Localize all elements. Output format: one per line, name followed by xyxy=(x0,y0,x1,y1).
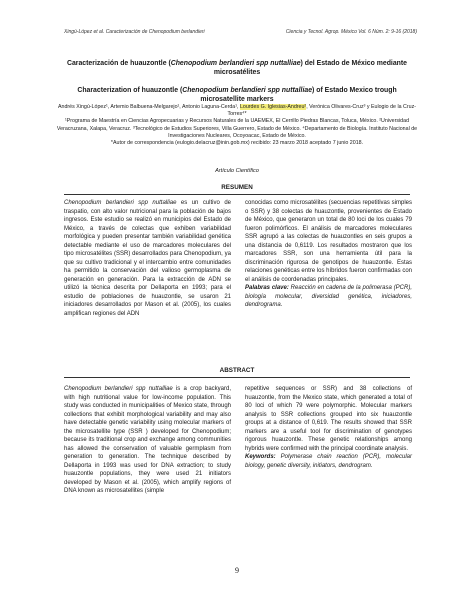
english-title-species: Chenopodium berlandieri spp nuttalliae xyxy=(182,87,313,94)
resumen-keywords xyxy=(245,284,412,310)
resumen-right-text: conocidas como microsatélites (secuencias repetitivas simples o SSR) y 38 colectas de huauzontle, provenientes de Estado de México, que generaron un total de 80 loci de los cuales 79 fueron polimórficos. El análisis de marcadores moleculares SSR agrupó a las colectas de huauzontles en seis grupos a una distancia de 0,6119. Los resultados mostraron que los marcadores SSR, son una herramienta útil para la discriminación rigurosa de genotipos de huauzontle. Estas relaciones genéticas entre los híbridos fueron confirmadas con el análisis de coordenadas principales. xyxy=(245,200,412,283)
page-number: 9 xyxy=(235,566,239,575)
abstract-keywords xyxy=(245,453,412,470)
abstract-keywords-text: Polymerase chain reaction (PCR), molecular biology, genetic diversity, initiators, dendrogram. xyxy=(245,454,412,469)
english-title xyxy=(60,87,414,104)
author-names-second: , Verónica Olivares-Cruz³ y Eulogio de la Cruz-Torres⁴* xyxy=(227,104,417,118)
correspondence-note: *Autor de correspondencia (eulogio.delacruz@inin.gob.mx) recibido: 23 marzo 2018 aceptado 7 junio 2018. xyxy=(110,140,364,147)
affiliations: ¹Programa de Maestría en Ciencias Agropecuarias y Recursos Naturales de la UAEMEX, El Cerrillo Piedras Blancas, Toluca, México. ²Universidad Veracruzana, Xalapa, Veracruz. ³Tecnológico de Estudios Superiores, Villa Guerrero, Estado de México. ⁴Departamento de Biología. Instituto Nacional de Investigaciones Nucleares, Ocoyoacac, Estado de México. xyxy=(56,118,418,139)
abstract-left-paragraph xyxy=(64,385,231,496)
author-list xyxy=(55,104,419,118)
article-type: Artículo Científico xyxy=(215,168,259,174)
author-names-first: Andrés Xingú-López¹, Artemio Balbuena-Melgarejo¹, Antonio Laguna-Cerda¹, xyxy=(57,104,240,110)
abstract-left-column xyxy=(64,385,231,496)
abstract-left-text: is a crop backyard, with high nutritional value for low-income population. This study was conducted in municipalities of Mexico state, through collections that exhibit morphological variability and may also have detectable genetic variability using molecular markers of the microsatellite type (SSR ) developed for Chenopodium; because its traditional crop and exchange among communities has allowed the conservation of valuable germplasm from generation to generation. The technique described by Dellaporta in 1993 was used for DNA extraction; to study huauzontle populations, they were used 21 initiators developed by Mason et al. (2005), which amplify regions of DNA known as microsatellites (simple xyxy=(64,386,231,494)
resumen-left-text: es un cultivo de traspatio, con alto valor nutricional para la población de bajos ingresos. Este estudio se realizó en municipios del Estado de México, a través de colectas que exhiben variabilidad morfológica y pueden presentar también variabilidad genética detectable mediante el uso de marcadores moleculares del tipo microsatélites (SSR) desarrollados para Chenopodium, ya que su cultivo tradicional y el intercambio entre comunidades ha permitido la conservación del valioso germoplasma de generación en generación. Para la extracción de ADN se utilizó la técnica descrita por Dellaporta en 1993; para el estudio de poblaciones de huauzontle, se usaron 21 iniciadores desarrollados por Mason et al. (2005), los cuales amplifican regiones del ADN xyxy=(64,200,231,317)
abstract-right-column xyxy=(245,385,412,470)
highlighted-author: Lourdes G. Iglesias-Andreu² xyxy=(239,104,307,110)
english-title-part1: Characterization of huauzontle ( xyxy=(77,87,183,94)
resumen-species: Chenopodium berlandieri spp nuttalliae xyxy=(64,200,177,206)
running-header-left: Xingú-López et al. Caracterización de Chenopodium berlandieri xyxy=(64,29,205,35)
abstract-rule xyxy=(64,377,410,378)
spanish-title xyxy=(60,60,414,77)
resumen-keywords-label: Palabras clave: xyxy=(245,285,289,291)
abstract-keywords-label: Keywords: xyxy=(245,454,276,460)
author-block xyxy=(55,104,419,147)
spanish-title-part1: Caracterización de huauzontle ( xyxy=(66,60,171,67)
english-title-part2: ) of Estado Mexico trough microsatellite markers xyxy=(200,87,397,103)
resumen-heading: RESUMEN xyxy=(221,184,253,191)
resumen-rule xyxy=(64,194,410,195)
resumen-left-paragraph xyxy=(64,199,231,318)
spanish-title-species: Chenopodium berlandieri spp nuttalliae xyxy=(170,60,301,67)
running-header-right: Ciencia y Tecnol. Agrop. México Vol. 6 Núm. 2: 9-16 (2018) xyxy=(285,29,417,35)
abstract-heading: ABSTRACT xyxy=(219,367,255,374)
abstract-species: Chenopodium berlandieri spp nuttalliae xyxy=(64,386,173,392)
resumen-left-column xyxy=(64,199,231,318)
spanish-title-part2: ) del Estado de México mediante microsatélites xyxy=(213,60,407,76)
abstract-right-text: repetitive sequences or SSR) and 38 collections of huauzontle, from the Mexico state, which generated a total of 80 loci of which 79 were polymorphic. Molecular markers analysis to SSR collections grouped into six huauzontle groups at a distance of 0,619. The results showed that SSR markers are a useful tool for discrimination of genotypes rigorous huauzontle. These genetic relationships among hybrids were confirmed with the principal coordinate analysis. xyxy=(245,386,412,452)
resumen-keywords-text: Reacción en cadena de la polimerasa (PCR), biología molecular, diversidad genética, iniciadores, dendrograma. xyxy=(245,285,413,308)
resumen-right-column xyxy=(245,199,412,310)
